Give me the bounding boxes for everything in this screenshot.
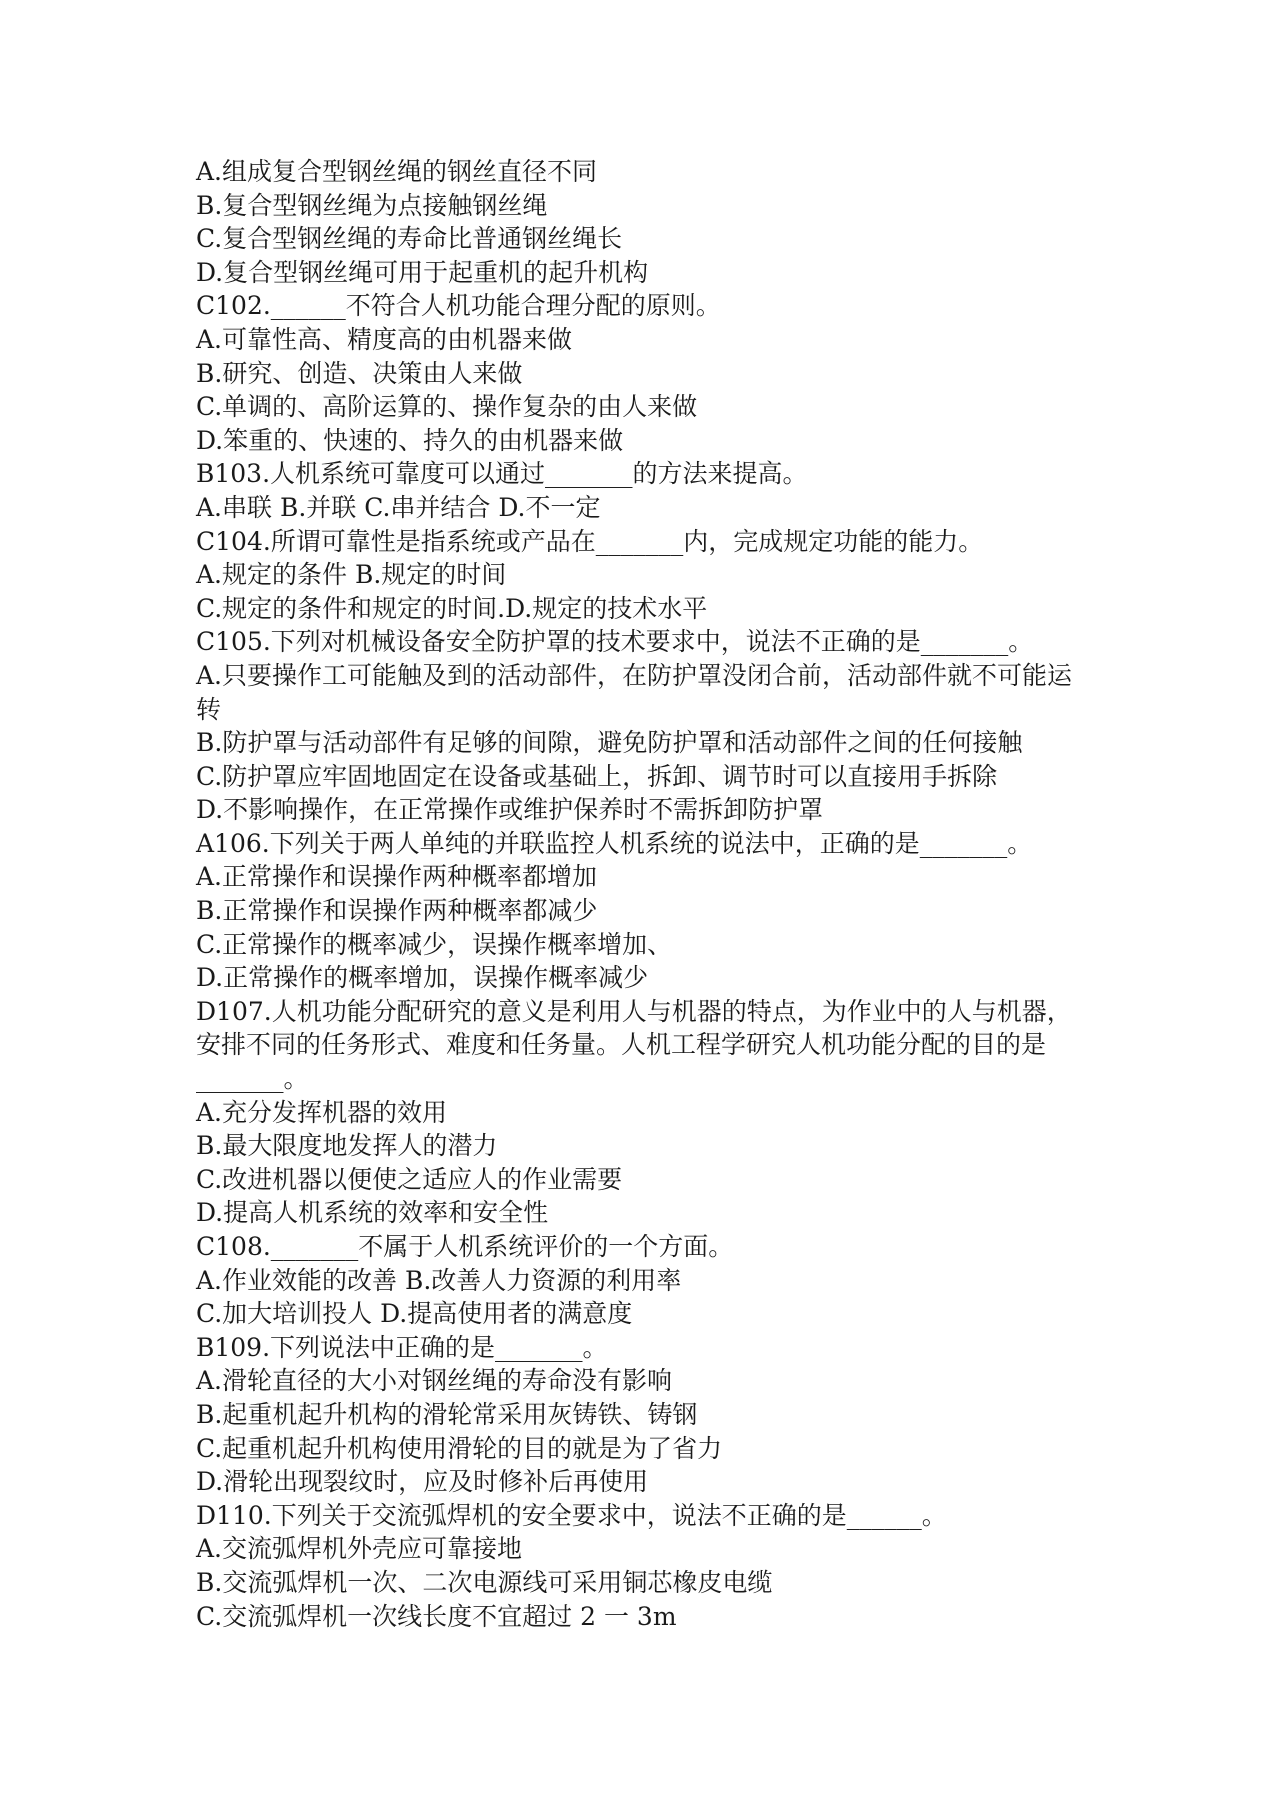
text-line: D.笨重的、快速的、持久的由机器来做 <box>196 425 624 455</box>
text-line: D.滑轮出现裂纹时，应及时修补后再使用 <box>196 1467 649 1497</box>
text-line: A.交流弧焊机外壳应可靠接地 <box>196 1534 523 1564</box>
text-line: C.加大培训投人 D.提高使用者的满意度 <box>196 1299 633 1329</box>
text-line: D.复合型钢丝绳可用于起重机的起升机构 <box>196 257 649 287</box>
text-line: D.提高人机系统的效率和安全性 <box>196 1198 549 1228</box>
text-line: B.研究、创造、决策由人来做 <box>196 358 523 388</box>
text-line: A.规定的条件 B.规定的时间 <box>196 560 507 590</box>
text-line: B.最大限度地发挥人的潜力 <box>196 1131 498 1161</box>
text-line: B.起重机起升机构的滑轮常采用灰铸铁、铸钢 <box>196 1399 698 1429</box>
document-body <box>196 155 1096 1633</box>
question-line: A106.下列关于两人单纯的并联监控人机系统的说法中，正确的是_______。 <box>196 828 1033 858</box>
text-line: B.复合型钢丝绳为点接触钢丝绳 <box>196 190 548 220</box>
text-line: C.规定的条件和规定的时间.D.规定的技术水平 <box>196 593 708 623</box>
question-line: B103.人机系统可靠度可以通过_______的方法来提高。 <box>196 459 808 489</box>
text-line: C.改进机器以便使之适应人的作业需要 <box>196 1164 623 1194</box>
text-line: B.正常操作和误操作两种概率都减少 <box>196 896 598 926</box>
question-line: D107.人机功能分配研究的意义是利用人与机器的特点，为作业中的人与机器， <box>196 996 1072 1026</box>
text-line: A.只要操作工可能触及到的活动部件，在防护罩没闭合前，活动部件就不可能运 <box>196 660 1073 690</box>
text-line: _______。 <box>196 1064 309 1094</box>
text-line: C.交流弧焊机一次线长度不宜超过 2 一 3m <box>196 1601 677 1631</box>
question-line: D110.下列关于交流弧焊机的安全要求中，说法不正确的是______。 <box>196 1500 947 1530</box>
question-line: C105.下列对机械设备安全防护罩的技术要求中，说法不正确的是_______。 <box>196 627 1034 657</box>
text-line: C.起重机起升机构使用滑轮的目的就是为了省力 <box>196 1433 723 1463</box>
text-line: B.交流弧焊机一次、二次电源线可采用铜芯橡皮电缆 <box>196 1567 773 1597</box>
text-line: 转 <box>196 694 222 724</box>
text-line: A.串联 B.并联 C.串并结合 D.不一定 <box>196 492 601 522</box>
text-line: C.防护罩应牢固地固定在设备或基础上，拆卸、调节时可以直接用手拆除 <box>196 761 998 791</box>
question-line: C108._______不属于人机系统评价的一个方面。 <box>196 1232 734 1261</box>
text-line: A.作业效能的改善 B.改善人力资源的利用率 <box>196 1265 682 1295</box>
text-line: A.正常操作和误操作两种概率都增加 <box>196 862 598 892</box>
text-line: D.不影响操作，在正常操作或维护保养时不需拆卸防护罩 <box>196 795 824 825</box>
text-line: D.正常操作的概率增加，误操作概率减少 <box>196 963 649 993</box>
text-line: B.防护罩与活动部件有足够的间隙，避免防护罩和活动部件之间的任何接触 <box>196 728 1023 758</box>
text-line: A.充分发挥机器的效用 <box>196 1097 448 1127</box>
question-line: C102.______不符合人机功能合理分配的原则。 <box>196 291 721 321</box>
text-line: C.正常操作的概率减少，误操作概率增加、 <box>196 929 673 959</box>
question-line: C104.所谓可靠性是指系统或产品在_______内，完成规定功能的能力。 <box>196 526 984 556</box>
text-line: C.复合型钢丝绳的寿命比普通钢丝绳长 <box>196 224 623 254</box>
text-line: A.滑轮直径的大小对钢丝绳的寿命没有影响 <box>196 1366 673 1396</box>
text-line: 安排不同的任务形式、难度和任务量。人机工程学研究人机功能分配的目的是 <box>196 1030 1047 1060</box>
text-line: A.可靠性高、精度高的由机器来做 <box>196 324 573 354</box>
question-line: B109.下列说法中正确的是_______。 <box>196 1332 608 1362</box>
text-line: A.组成复合型钢丝绳的钢丝直径不同 <box>196 157 598 186</box>
text-line: C.单调的、高阶运算的、操作复杂的由人来做 <box>196 392 698 422</box>
